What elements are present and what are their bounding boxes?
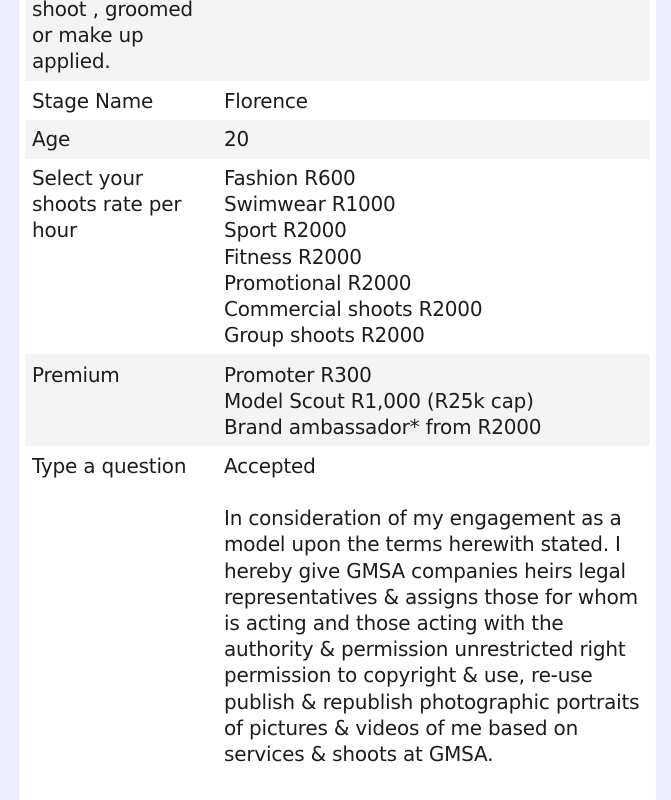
row-premium xyxy=(25,354,650,446)
premium-option: Model Scout R1,000 (R25k cap) xyxy=(224,389,534,414)
row-label xyxy=(32,0,212,75)
rate-option: Commercial shoots R2000 xyxy=(224,297,483,322)
rate-option: Promotional R2000 xyxy=(224,270,412,295)
row-shoot-rates xyxy=(25,159,650,354)
label-line: applied. xyxy=(32,49,111,74)
row-label: Premium xyxy=(32,363,120,387)
row-consent-question xyxy=(25,446,650,800)
form-summary-card xyxy=(19,0,656,800)
row-label xyxy=(32,165,212,244)
row-value: 20 xyxy=(224,127,250,151)
rate-option: Fitness R2000 xyxy=(224,244,362,269)
row-value xyxy=(224,165,644,348)
label-line: or make up xyxy=(32,23,144,48)
consent-text: In consideration of my engagement as a model upon the terms herewith stated. I hereby give GMSA companies heirs legal representatives & assigns those for whom is acting and those acting with the authority & permission unrestricted right permission to copyright & use, re-use publish & republish photographic portraits of pictures & videos of me based on services & shoots at GMSA. xyxy=(224,506,640,767)
row-media-requirement xyxy=(25,0,650,81)
rate-option: Fashion R600 xyxy=(224,166,356,190)
label-line: Select your xyxy=(32,166,143,190)
consent-answer: Accepted xyxy=(224,454,316,478)
label-line: shoots rate per xyxy=(32,192,182,217)
label-line: shoot , groomed xyxy=(32,0,193,21)
rate-option: Group shoots R2000 xyxy=(224,323,425,348)
row-value: Florence xyxy=(224,89,308,113)
row-label: Stage Name xyxy=(32,89,154,113)
row-label: Type a question xyxy=(32,454,187,478)
label-line: hour xyxy=(32,218,78,243)
rate-option: Swimwear R1000 xyxy=(224,192,396,217)
row-value xyxy=(224,453,644,767)
row-value xyxy=(224,362,644,441)
row-age xyxy=(25,120,650,159)
premium-option: Promoter R300 xyxy=(224,363,372,387)
premium-option: Brand ambassador* from R2000 xyxy=(224,415,542,440)
row-label: Age xyxy=(32,127,71,151)
row-stage-name xyxy=(25,81,650,120)
rate-option: Sport R2000 xyxy=(224,218,347,243)
